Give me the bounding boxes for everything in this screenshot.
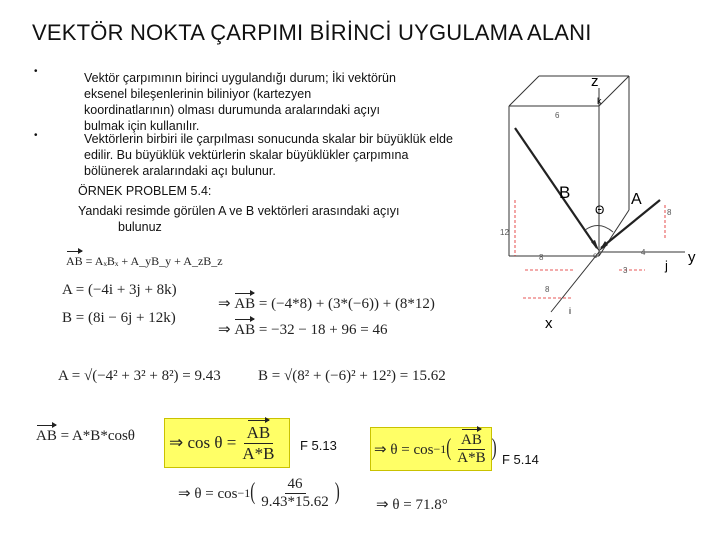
dot-calc-2-rhs: = −32 − 18 + 96 = 46: [258, 322, 388, 338]
theta-result: ⇒ θ = 71.8°: [376, 497, 448, 513]
box1-fraction: [239, 423, 277, 464]
vector-a-label: A: [631, 191, 642, 208]
origin-label: o: [593, 251, 598, 260]
ref-f514: F 5.14: [502, 452, 539, 467]
bullet-text-1: Vektör çarpımının birinci uygulandığı durum; İki vektörün eksenel bileşenlerinin biliniyor (kartezyen koordinatlarının) olması durumunda aralarındaki açıyı bulmak için kullanılır.: [84, 71, 396, 133]
vector-a-eq: A = (−4i + 3j + 8k): [62, 282, 177, 298]
magnitude-a: A = √(−4² + 3² + 8²) = 9.43: [58, 368, 221, 384]
dot-calc-1-rhs: = (−4*8) + (3*(−6)) + (8*12): [258, 296, 435, 312]
dot-calc-2-vec: AB: [234, 322, 256, 338]
dot-calc-2: ⇒ AB = −32 − 18 + 96 = 46: [218, 322, 388, 338]
box2-fraction: [454, 432, 488, 467]
dim-8-side: 8: [667, 208, 672, 217]
example-question: Yandaki resimde görülen A ve B vektörleri arasındaki açıyı: [78, 204, 400, 218]
dot-def-rhs: = AₓBₓ + A_yB_y + A_zB_z: [85, 254, 223, 268]
magnitude-b: B = √(8² + (−6)² + 12²) = 15.62: [258, 368, 446, 384]
box-edge: [599, 76, 629, 106]
dim-8: 8: [545, 285, 550, 294]
ref-f513: F 5.13: [300, 438, 337, 453]
unit-j-label: j: [665, 258, 668, 273]
box2-den: A*B: [457, 449, 486, 466]
angle-theta-label: Θ: [595, 203, 605, 217]
arrow-head: [591, 240, 599, 251]
vector-diagram: [495, 60, 720, 340]
dot-cos-eq: [36, 428, 135, 445]
unit-k-label: k: [597, 96, 602, 106]
box2-num: AB: [461, 431, 482, 448]
dim-12: 12: [500, 228, 509, 237]
dim-3: 3: [623, 266, 628, 275]
calc3-num: 46: [285, 476, 306, 494]
theta-box: ⇒ θ = cos −1 ( $\frac{AB}{A*B}$ ): [370, 427, 492, 471]
box-edge: [509, 76, 539, 106]
bullet-text-2: Vektörlerin birbiri ile çarpılması sonucunda skalar bir büyüklük elde edilir. Bu büyüklük vektürlerin skalar büyüklükler çarpımına bölünerek aralarındaki açı bulunur.: [84, 132, 453, 178]
box2-lhs: ⇒ θ = cos: [374, 441, 434, 458]
dim-4: 4: [641, 248, 646, 257]
axis-y-label: y: [688, 249, 696, 266]
dim-6: 6: [555, 111, 560, 120]
example-heading: ÖRNEK PROBLEM 5.4:: [78, 184, 212, 198]
calc3-exp: −1: [237, 486, 251, 500]
x-axis: [551, 252, 599, 312]
dot-cos-rhs: = A*B*cosθ: [60, 428, 135, 444]
dot-vec-label: AB: [66, 254, 83, 268]
box1-num: AB: [246, 422, 271, 442]
vector-b-label: B: [559, 183, 571, 202]
bullet-marker: •: [34, 130, 38, 141]
bullet-marker: •: [34, 66, 38, 77]
dim-8: 8: [539, 253, 544, 262]
cos-theta-box: [164, 418, 290, 468]
axis-z-label: z: [591, 73, 599, 90]
calc3-den: 9.43*15.62: [261, 494, 329, 510]
box2-exp: −1: [433, 441, 447, 456]
theta-calc: ⇒ θ = cos −1 ( $\frac{46}{9.43*15.62}$ ): [178, 476, 340, 510]
dot-product-definition: [66, 254, 223, 269]
axis-x-label: x: [545, 315, 553, 332]
calc3-fraction: [258, 476, 332, 511]
vector-b-eq: B = (8i − 6j + 12k): [62, 310, 176, 326]
box1-lhs: ⇒ cos θ =: [169, 433, 237, 452]
page-title: VEKTÖR NOKTA ÇARPIMI BİRİNCİ UYGULAMA ALANI: [32, 20, 592, 45]
vector-b-arrow: [515, 128, 597, 248]
dot-calc-1: ⇒ AB = (−4*8) + (3*(−6)) + (8*12): [218, 296, 435, 312]
unit-i-label: i: [569, 306, 571, 316]
calc3-lhs: ⇒ θ = cos: [178, 486, 238, 502]
dot-cos-vec: AB: [36, 428, 57, 444]
box1-den: A*B: [242, 443, 275, 463]
dot-calc-1-vec: AB: [234, 296, 256, 312]
example-question-cont: bulunuz: [118, 220, 162, 234]
